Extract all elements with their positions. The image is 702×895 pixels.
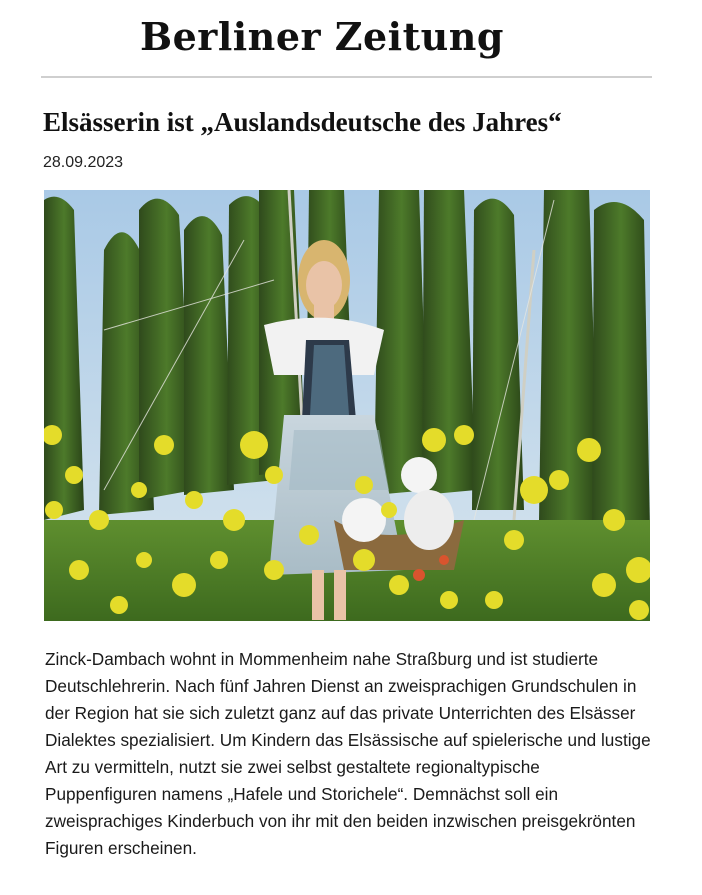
masthead-divider xyxy=(41,76,652,78)
article-body: Zinck-Dambach wohnt in Mommenheim nahe Straßburg und ist studierte Deutschlehrerin. Nach fünf Jahren Dienst an zweisprachigen Grundschulen in der Region hat sie sich zuletzt ganz auf das private Unterrichten des Elsässer Dialektes spezialisiert. Um Kindern das Elsässische auf spielerische und lustige Art zu vermitteln, nutzt sie zwei selbst gestaltete regionaltypische Puppenfiguren namens „Hafele und Storichele“. Demnächst soll ein zweisprachiges Kinderbuch von ihr mit den beiden inzwischen preisgekrönten Figuren erscheinen. xyxy=(45,649,651,858)
article-date: 28.09.2023 xyxy=(43,154,124,171)
article-headline: Elsässerin ist „Auslandsdeutsche des Jahres“ xyxy=(43,107,562,137)
masthead-logo[interactable]: Berliner Zeitung xyxy=(140,14,504,59)
article-photo xyxy=(44,190,650,621)
